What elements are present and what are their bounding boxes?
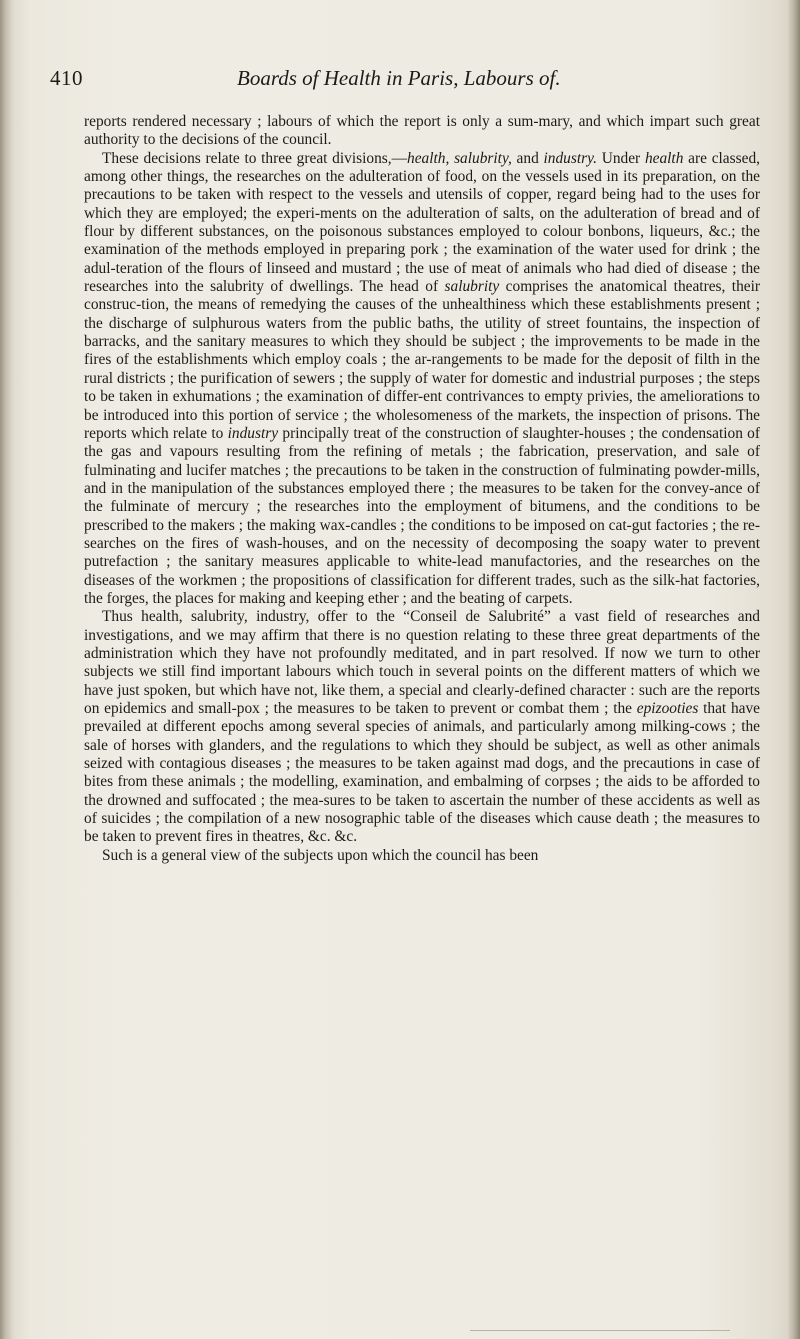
- paragraph-summary: Such is a general view of the subjects upon which the council has been: [102, 846, 539, 864]
- running-head: Boards of Health in Paris, Labours of.: [237, 66, 561, 90]
- page-edge-shadow: [786, 0, 800, 1339]
- page-header: [50, 66, 730, 96]
- page-number: 410: [50, 66, 83, 90]
- page-spine-shadow: [0, 0, 14, 1339]
- body-text: [84, 113, 760, 865]
- paragraph-continuation: reports rendered necessary ; labours of which the report is only a sum-mary, and which impart such great authority to the decisions of the council.: [84, 113, 760, 149]
- paragraph-other-subjects: Thus health, salubrity, industry, offer to the “Conseil de Salubrité” a vast field of researches and investigations, and we may affirm that there is no question relating to these three great departments of the administration which they have not profoundly meditated, and in part resolved. If now we turn to other subjects we still find important labours which touch in several points on the different matters of which we have just spoken, but which have not, like them, a special and clearly-defined character : such are the reports on epidemics and small-pox ; the measures to be taken to prevent or combat them ; the epizooties that have prevailed at different epochs among several species of animals, and particularly among milking-cows ; the sale of horses with glanders, and the regulations to which they should be subject, as well as other animals seized with contagious diseases ; the measures to be taken against mad dogs, and the precautions in case of bites from these animals ; the modelling, examination, and embalming of corpses ; the aids to be afforded to the drowned and suffocated ; the mea-sures to be taken to ascertain the number of these accidents as well as of suicides ; the compilation of a new nosographic table of the diseases which cause death ; the measures to be taken to prevent fires in theatres, &c. &c.: [84, 608, 760, 846]
- bottom-rule: [470, 1330, 730, 1331]
- paragraph-divisions: These decisions relate to three great divisions,—health, salubrity, and industry. Under health are classed, among other things, the researches on the adulteration of food, on the vessels used in its preparation, on the precautions to be taken with respect to the vessels and utensils of copper, regard being had to the uses for which they are employed; the experi-ments on the adulteration of salts, on the adulteration of bread and of flour by different substances, on the poisonous substances employed to colour bonbons, liqueurs, &c.; the examination of the methods employed in preparing pork ; the examination of the water used for drink ; the adul-teration of the flours of linseed and mustard ; the use of meat of animals who had died of disease ; the researches into the salubrity of dwellings. The head of salubrity comprises the anatomical theatres, their construc-tion, the means of remedying the causes of the unhealthiness which these establishments present ; the discharge of sulphurous waters from the public baths, the utility of street fountains, the inspection of barracks, and the sanitary measures to which they should be subject ; the improvements to be made in the fires of the establishments which employ coals ; the ar-rangements to be made for the deposit of filth in the rural districts ; the purification of sewers ; the supply of water for domestic and industrial purposes ; the steps to be taken in exhumations ; the examination of differ-ent contrivances to empty privies, the ameliorations to be introduced into this portion of service ; the wholesomeness of the markets, the inspection of prisons. The reports which relate to industry principally treat of the construction of slaughter-houses ; the condensation of the gas and vapours resulting from the refining of metals ; the fabrication, preservation, and sale of fulminating and lucifer matches ; the precautions to be taken in the construction of fulminating powder-mills, and in the manipulation of the substances employed there ; the measures to be taken for the convey-ance of the fulminate of mercury ; the researches into the employment of bitumens, and the conditions to be prescribed to the makers ; the making wax-candles ; the conditions to be imposed on cat-gut factories ; the re-searches on the fires of wash-houses, and on the necessity of decomposing the soapy water to prevent putrefaction ; the sanitary measures applicable to white-lead manufactories, and the researches on the diseases of the workmen ; the propositions of classification for different trades, such as the silk-hat factories, the forges, the places for making and keeping ether ; and the beating of carpets.: [84, 149, 760, 607]
